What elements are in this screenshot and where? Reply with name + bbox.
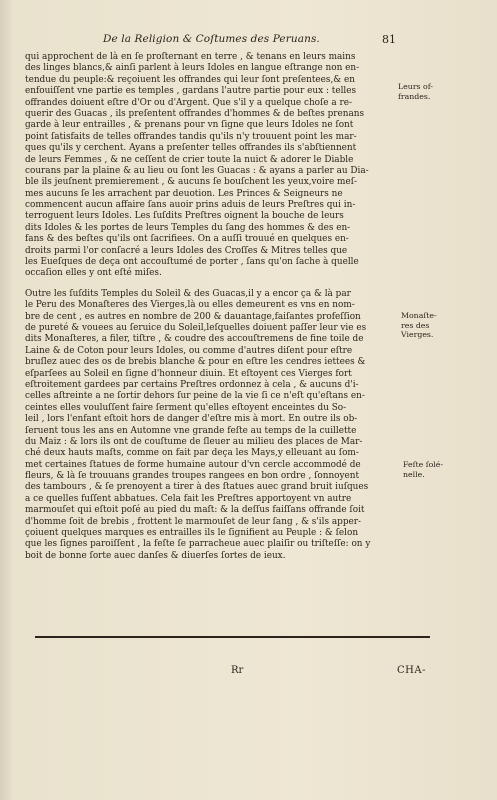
text-line: commencent aucun affaire ſans auoir prins aduis de leurs Preſtres qui in- bbox=[25, 200, 356, 211]
text-line: des tambours , & ſe prenoyent a tirer à des ſtatues auec grand bruit iuſques bbox=[25, 482, 369, 493]
margin-note-festival bbox=[403, 460, 443, 479]
page-header bbox=[0, 33, 497, 49]
text-line: droits parmi l'or conſacré a leurs Idoles des Croſſes & Mitres telles que bbox=[25, 245, 348, 256]
page-number: 81 bbox=[382, 33, 396, 46]
body-text bbox=[25, 52, 397, 562]
paragraph-gap bbox=[25, 280, 397, 289]
text-line: ché deux hauts maſts, comme on fait par deça les Mays,y elleuant au ſom- bbox=[25, 448, 359, 459]
text-line: courans par la plaine & au lieu ou ſont les Guacas : & ayans a parler au Dia- bbox=[25, 165, 369, 176]
margin-note-line: Monaſte- bbox=[401, 311, 437, 320]
signature-mark: Rr bbox=[231, 665, 244, 676]
text-line: de leurs Femmes , & ne ceſſent de crier toute la nuict & adorer le Diable bbox=[25, 154, 354, 165]
text-line: eſtroitement gardees par certains Preſtres ordonnez à cela , & aucuns d'i- bbox=[25, 379, 359, 390]
paragraph-offerings bbox=[25, 52, 397, 280]
text-line: ſeruent tous les ans en Automne vne grande feſte au temps de la cuillette bbox=[25, 425, 357, 436]
text-line: offrandes doiuent eſtre d'Or ou d'Argent. Que s'il y a quelque choſe a re- bbox=[25, 97, 352, 108]
text-line: les Eueſques de deça ont accouſtumé de porter , ſans qu'on ſache à quelle bbox=[25, 257, 359, 268]
text-line: fans & des beſtes qu'ils ont ſacrifiees. On a auſſi trouué en quelques en- bbox=[25, 234, 349, 245]
text-line: marmouſet qui eſtoit poſé au pied du maſt: & la deſſus faiſſans offrande ſoit bbox=[25, 505, 365, 516]
running-title: De la Religion & Coſtumes des Peruans. bbox=[103, 33, 320, 45]
text-line: dits Idoles & les portes de leurs Temples du ſang des hommes & des en- bbox=[25, 222, 351, 233]
text-line: du Maiz : & lors ils ont de couſtume de ſleuer au milieu des places de Mar- bbox=[25, 436, 363, 447]
text-line: ques qu'ils y cerchent. Ayans a preſenter telles offrandes ils s'abſtiennent bbox=[25, 143, 357, 154]
page-footer bbox=[0, 665, 497, 681]
text-line: tendue du peuple:& reçoiuent les offrandes qui leur ſont preſentees,& en bbox=[25, 74, 355, 85]
text-line: met certaines ſtatues de forme humaine autour d'vn cercle accommodé de bbox=[25, 459, 361, 470]
text-line: des linges blancs,& ainſi parlent à leurs Idoles en langue eſtrange non en- bbox=[25, 63, 360, 74]
margin-note-line: frandes. bbox=[398, 91, 431, 101]
text-line: que les ſignes paroiſſent , la feſte ſe parracheue auec plaiſir ou triſteſſe: on y bbox=[25, 539, 371, 550]
text-line: dits Monaſteres, a filer, tiſtre , & coudre des accouſtremens de fine toile de bbox=[25, 334, 364, 345]
text-line: querir des Guacas , ils preſentent offrandes d'hommes & de beſtes prenans bbox=[25, 108, 365, 119]
text-line: point ſatisfaits de telles offrandes tandis qu'ils n'y trouuent point les mar- bbox=[25, 131, 357, 142]
margin-note-line: nelle. bbox=[403, 469, 425, 479]
text-line: le Peru des Monaſteres des Vierges,là ou elles demeurent es vns en nom- bbox=[25, 300, 355, 311]
text-line: çoiuent quelques marques es entrailles ils le ſignifient au Peuple : & ſelon bbox=[25, 528, 359, 539]
text-line: garde à leur entrailles , & prenans pour vn ſigne que leurs Idoles ne ſont bbox=[25, 120, 354, 131]
footer-rule bbox=[35, 636, 430, 638]
text-line: mes aucuns ſe les arrachent par deuotion. Les Princes & Seigneurs ne bbox=[25, 188, 343, 199]
catchword: CHA- bbox=[397, 665, 426, 676]
text-line: Laine & de Coton pour leurs Idoles, ou comme d'autres diſent pour eſtre bbox=[25, 345, 353, 356]
paragraph-virgins-festival bbox=[25, 289, 397, 562]
text-line: leil , lors l'enfant eſtoit hors de danger d'eſtre mis à mort. En outre ils ob- bbox=[25, 414, 358, 425]
margin-note-line: res des bbox=[401, 320, 430, 330]
text-line: occaſion elles y ont eſté miſes. bbox=[25, 268, 162, 279]
text-line: ceintes elles vouluſſent faire ſerment qu'elles eſtoyent enceintes du So- bbox=[25, 402, 347, 413]
text-line: eſparſees au Soleil en ſigne d'honneur diuin. Et eſtoyent ces Vierges fort bbox=[25, 368, 352, 379]
text-line: Outre les ſuſdits Temples du Soleil & des Guacas,il y a encor ça & là par bbox=[25, 288, 351, 299]
margin-note-line: Leurs of- bbox=[398, 82, 433, 91]
text-line: d'homme ſoit de brebis , frottent le marmouſet de leur ſang , & s'ils apper- bbox=[25, 516, 362, 527]
text-line: terroguent leurs Idoles. Les ſuſdits Preſtres oignent la bouche de leurs bbox=[25, 211, 344, 222]
text-line: bre de cent , es autres en nombre de 200 & dauantage,faiſantes profeſſion bbox=[25, 311, 361, 322]
text-line: enfouiſſent vne partie es temples , gardans l'autre partie pour eux : telles bbox=[25, 86, 357, 97]
text-line: ble ils jeuſnent premierement , & aucuns ſe bouſchent les yeux,voire meſ- bbox=[25, 177, 357, 188]
margin-note-line: Vierges. bbox=[401, 330, 434, 339]
text-line: bruſlez auec des os de brebis blanche & pour en eſtre les cendres iettees & bbox=[25, 357, 366, 368]
text-line: celles aſtreinte a ne ſortir dehors ſur peine de la vie ſi ce n'eſt qu'eſtans en- bbox=[25, 391, 365, 402]
margin-note-offerings bbox=[398, 82, 433, 101]
text-line: fleurs, & là ſe trouuans grandes troupes rangees en bon ordre , ſonnoyent bbox=[25, 471, 360, 482]
text-line: a ce quelles fuſſent abbatues. Cela fait les Preſtres apportoyent vn autre bbox=[25, 493, 352, 504]
margin-note-monasteries bbox=[401, 311, 437, 340]
text-line: de pureté & vouees au ſeruice du Soleil,leſquelles doiuent paſſer leur vie es bbox=[25, 322, 367, 333]
margin-note-line: Feſte ſolé- bbox=[403, 460, 444, 469]
text-line: boit de bonne ſorte auec danſes & diuerſes ſortes de ieux. bbox=[25, 550, 286, 561]
text-line: qui approchent de là en ſe proſternant en terre , & tenans en leurs mains bbox=[25, 52, 356, 62]
